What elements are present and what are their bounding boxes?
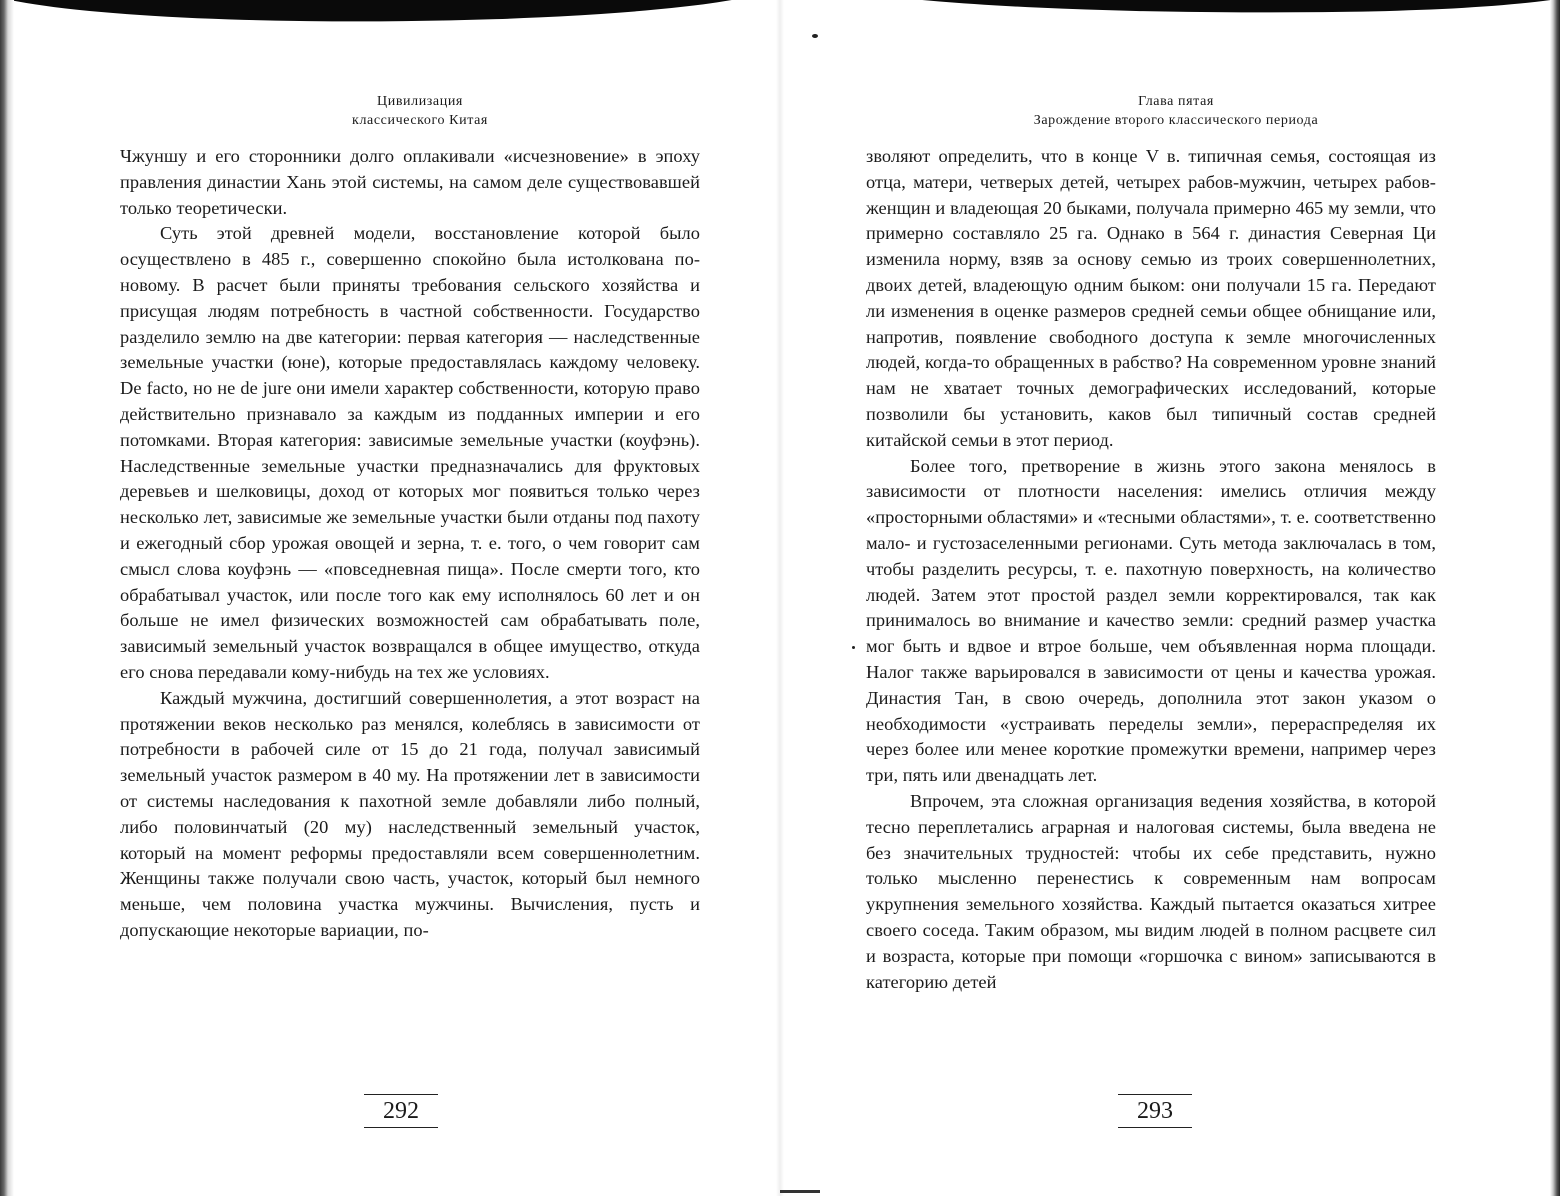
right-page <box>866 0 1436 1196</box>
scan-speck <box>852 646 855 649</box>
book-gutter <box>776 0 784 1196</box>
scan-bottom-mark <box>780 1190 820 1193</box>
left-page-number: 292 <box>364 1094 438 1128</box>
left-paragraph-2: Суть этой древней модели, восстановление которой было осуществлено в 485 г., совершенно спокойно была истолкована по-новому. В расчет были приняты требования сельского хозяйства и присущая людям потребность в частной собственности. Государство разделило землю на две категории: первая категория — наследственные земельные участки (юне), которые предоставлялась каждому человеку. De facto, но не de jure они имели характер собственности, которую право действительно признавало за каждым из подданных империи и его потомками. Вторая категория: зависимые земельные участки (коуфэнь). Наследственные земельные участки предназначались для фруктовых деревьев и шелковицы, доход от которых мог появиться только через несколько лет, зависимые же земельные участки были отданы под пахоту и ежегодный сбор урожая овощей и зерна, т. е. того, о чем говорит сам смысл слова коуфэнь — «повседневная пища». После смерти того, кто обрабатывал участок, или после того как ему исполнялось 60 лет и он больше не имел физических возможностей сам обрабатывать поле, зависимый земельный участок возвращался в общее имущество, откуда его снова передавали кому-нибудь на тех же условиях. <box>120 223 700 682</box>
right-running-head-line2: Зарождение второго классического периода <box>1033 113 1319 128</box>
scan-edge-left <box>0 0 14 1196</box>
right-running-head-line1: Глава пятая <box>1138 94 1214 109</box>
left-running-head <box>120 92 720 130</box>
scan-edge-right <box>1550 0 1560 1196</box>
right-paragraph-1: зволяют определить, что в конце V в. типичная семья, состоящая из отца, матери, четверых детей, четырех рабов-мужчин, четырех рабов-женщин и владеющая 20 быками, получала примерно 465 му земли, что примерно составляло 25 га. Однако в 564 г. династия Северная Ци изменила норму, взяв за основу семью из троих совершеннолетних, двоих детей, владеющую одним быком: они получали 15 га. Передают ли изменения в оценке размеров средней семьи общее обнищание или, напротив, появление свободного доступа к земле многочисленных людей, когда-то обращенных в рабство? На современном уровне знаний нам не хватает точных демографических исследований, которые позволили бы установить, каков был типичный состав средней китайской семьи в этот период. <box>866 146 1436 450</box>
left-running-head-line1: Цивилизация <box>377 94 463 109</box>
scan-speck <box>812 34 818 38</box>
right-paragraph-2: Более того, претворение в жизнь этого закона менялось в зависимости от плотности населения: имелись отличия между «просторными областями» и «тесными областями», т. е. соответственно мало- и густозаселенными регионами. Суть метода заключалась в том, чтобы разделить ресурсы, т. е. пахотную поверхность, на количество людей. Затем этот простой раздел земли корректировался, так как принималось во внимание и качество земли: средний размер участка мог быть и вдвое и втрое больше, чем объявленная норма площади. Налог также варьировался в зависимости от цены и качества урожая. Династия Тан, в свою очередь, дополнила этот закон указом о необходимости «устраивать переделы земли», перераспределяя их через более или менее короткие промежутки времени, например через три, пять или двенадцать лет. <box>866 455 1436 786</box>
right-text-block <box>866 144 1436 995</box>
right-page-number: 293 <box>1118 1094 1192 1128</box>
left-text-block <box>120 144 700 944</box>
left-paragraph-3: Каждый мужчина, достигший совершеннолетия, а этот возраст на протяжении веков несколько раз менялся, колеблясь в зависимости от потребности в рабочей силе от 15 до 21 года, получал зависимый земельный участок размером в 40 му. На протяжении лет в зависимости от системы наследования к пахотной земле добавляли либо полный, либо половинчатый (20 му) наследственный земельный участок, который на момент реформы предоставляли всем совершеннолетним. Женщины также получали свою часть, участок, который был немного меньше, чем половина участка мужчины. Вычисления, пусть и допускающие некоторые вариации, по- <box>120 687 700 940</box>
left-page <box>120 0 700 1196</box>
left-running-head-line2: классического Китая <box>352 113 488 128</box>
right-running-head <box>866 92 1486 130</box>
right-paragraph-3: Впрочем, эта сложная организация ведения хозяйства, в которой тесно переплетались аграрная и налоговая системы, была введена не без значительных трудностей: чтобы их себе представить, нужно только мысленно перенестись к современным нам вопросам укрупнения земельного хозяйства. Каждый пытается оказаться хитрее своего соседа. Таким образом, мы видим людей в полном расцвете сил и возраста, которые при помощи «горшочка с вином» записываются в категорию детей <box>866 790 1436 992</box>
left-paragraph-1: Чжуншу и его сторонники долго оплакивали «исчезновение» в эпоху правления династии Хань этой системы, на самом деле существовавшей только теоретически. <box>120 146 700 218</box>
